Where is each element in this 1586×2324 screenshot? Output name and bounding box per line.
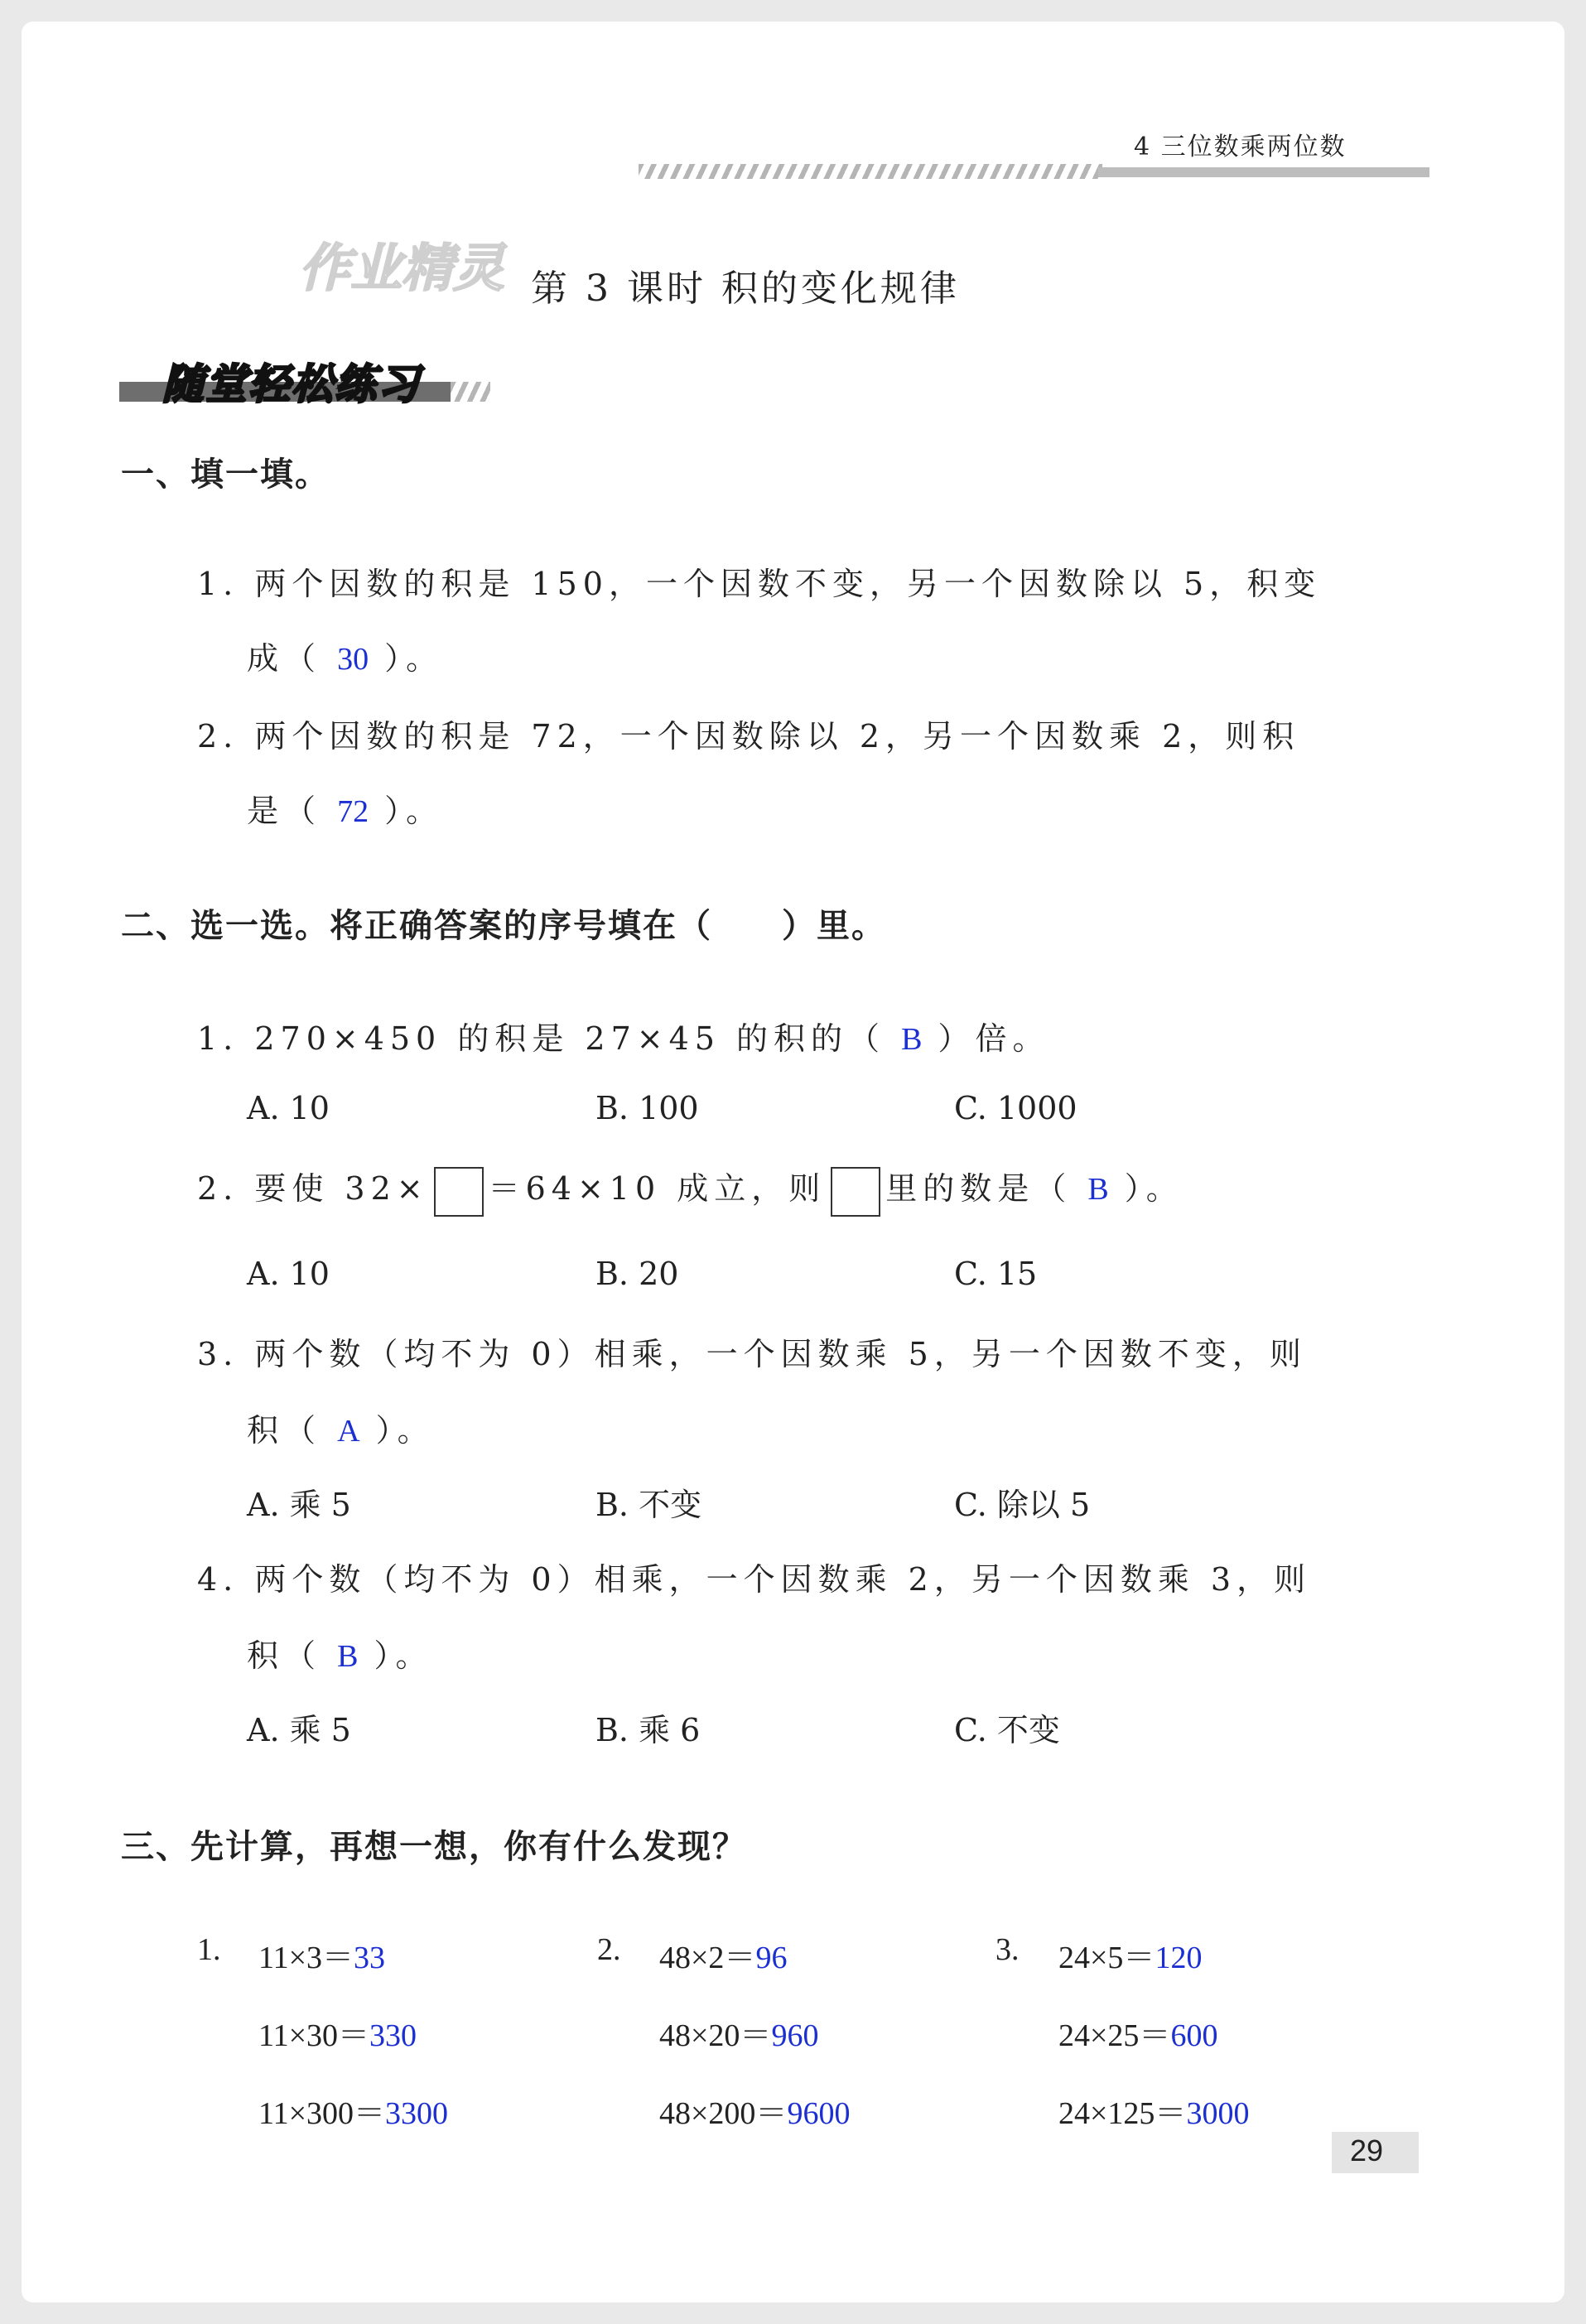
calc-answer: 330 [369, 2018, 417, 2053]
s2-q2-text-c: 里的数是（ [885, 1170, 1088, 1207]
s2-q2-answer: B [1087, 1172, 1109, 1207]
s2-q2-option-c: C. 15 [954, 1256, 1038, 1292]
section-2-title: 二、选一选。将正确答案的序号填在（ ）里。 [121, 907, 886, 945]
calc-row [258, 1931, 385, 1977]
s2-q4-line1: 4. 两个数（均不为 0）相乘，一个因数乘 2，另一个因数乘 3，则 [197, 1561, 1312, 1598]
calc-expr: 48×2＝ [659, 1941, 756, 1975]
s2-q4-option-c: C. 不变 [954, 1712, 1060, 1748]
page-number: 29 [1350, 2134, 1384, 2167]
s2-q1-text-a: 1. 270×450 的积是 27×45 的积的（ [197, 1020, 902, 1057]
calc-row [659, 1931, 787, 1977]
s2-q1-option-c: C. 1000 [954, 1090, 1077, 1126]
header-rule-solid [1098, 167, 1429, 177]
blank-box [434, 1167, 484, 1217]
calc-expr: 24×5＝ [1058, 1941, 1155, 1975]
calc-group-2-number: 2. [597, 1932, 621, 1967]
s2-q3-line1: 3. 两个数（均不为 0）相乘，一个因数乘 5，另一个因数不变，则 [197, 1336, 1307, 1372]
s2-q3-option-a: A. 乘 5 [247, 1487, 351, 1523]
s2-q3-suffix: ）。 [359, 1412, 435, 1449]
blank-box [831, 1167, 880, 1217]
s2-q1-text-b: ）倍。 [922, 1020, 1050, 1057]
s2-q3-option-c: C. 除以 5 [954, 1487, 1091, 1523]
calc-answer: 120 [1155, 1941, 1203, 1975]
calc-row [1058, 1931, 1202, 1977]
banner-bar-tail [451, 382, 490, 402]
s1-q1-suffix: ）。 [369, 640, 444, 677]
s2-q1-line [197, 1013, 1050, 1058]
calc-expr: 48×20＝ [659, 2018, 772, 2053]
calc-expr: 11×3＝ [258, 1941, 354, 1975]
s2-q3-option-b: B. 不变 [595, 1487, 702, 1523]
s2-q3-answer: A [337, 1414, 360, 1449]
s1-q1-prefix: 成（ [247, 640, 338, 677]
s1-q2-line1: 2. 两个因数的积是 72，一个因数除以 2，另一个因数乘 2，则积 [197, 718, 1300, 755]
calc-expr: 24×125＝ [1058, 2096, 1187, 2131]
s2-q2-option-a: A. 10 [247, 1256, 330, 1292]
calc-expr: 48×200＝ [659, 2096, 788, 2131]
calc-row [659, 2087, 850, 2133]
calc-answer: 9600 [787, 2096, 851, 2131]
s2-q1-option-a: A. 10 [247, 1090, 330, 1126]
s2-q2-option-b: B. 20 [595, 1256, 679, 1292]
calc-row [258, 2087, 448, 2133]
s2-q3-prefix: 积（ [247, 1412, 338, 1449]
calc-answer: 96 [755, 1941, 788, 1975]
s2-q2-text-a: 2. 要使 32× [197, 1170, 429, 1207]
calc-answer: 33 [354, 1941, 386, 1975]
header-rule [639, 164, 1102, 179]
s1-q1-line1: 1. 两个因数的积是 150，一个因数不变，另一个因数除以 5，积变 [197, 566, 1322, 602]
chapter-header: 4 三位数乘两位数 [1134, 133, 1347, 162]
s2-q2-line [197, 1163, 1183, 1217]
s1-q2-answer: 72 [337, 794, 369, 829]
s2-q4-option-a: A. 乘 5 [247, 1712, 351, 1748]
s2-q4-answer: B [337, 1639, 359, 1674]
s1-q1-answer: 30 [337, 642, 369, 677]
calc-expr: 11×30＝ [258, 2018, 370, 2053]
calc-expr: 11×300＝ [258, 2096, 386, 2131]
s1-q1-line2 [247, 633, 443, 678]
s2-q4-prefix: 积（ [247, 1637, 338, 1674]
s2-q3-line2 [247, 1405, 435, 1450]
watermark-logo: 作业精灵 [299, 238, 505, 298]
workbook-page [22, 22, 1564, 2302]
calc-group-1-number: 1. [197, 1932, 221, 1967]
s2-q2-text-b: ＝64×10 成立，则 [488, 1170, 827, 1207]
s2-q1-option-b: B. 100 [595, 1090, 699, 1126]
calc-answer: 3000 [1186, 2096, 1250, 2131]
calc-row [659, 2009, 818, 2055]
s2-q2-text-d: ）。 [1108, 1170, 1183, 1207]
section-1-title: 一、填一填。 [121, 456, 330, 494]
s2-q1-answer: B [901, 1022, 923, 1057]
calc-answer: 600 [1170, 2018, 1218, 2053]
banner-label: 随堂轻松练习 [162, 360, 421, 408]
lesson-title: 第 3 课时 积的变化规律 [531, 268, 960, 310]
s2-q4-suffix: ）。 [358, 1637, 433, 1674]
calc-expr: 24×25＝ [1058, 2018, 1171, 2053]
calc-row [1058, 2009, 1217, 2055]
s1-q2-suffix: ）。 [369, 793, 444, 829]
calc-group-3-number: 3. [995, 1932, 1020, 1967]
s1-q2-prefix: 是（ [247, 793, 338, 829]
calc-answer: 960 [771, 2018, 819, 2053]
section-3-title: 三、先计算，再想一想，你有什么发现？ [121, 1828, 747, 1866]
s2-q4-line2 [247, 1630, 433, 1675]
calc-answer: 3300 [385, 2096, 449, 2131]
s1-q2-line2 [247, 785, 443, 831]
s2-q4-option-b: B. 乘 6 [595, 1712, 701, 1748]
calc-row [1058, 2087, 1249, 2133]
calc-row [258, 2009, 417, 2055]
